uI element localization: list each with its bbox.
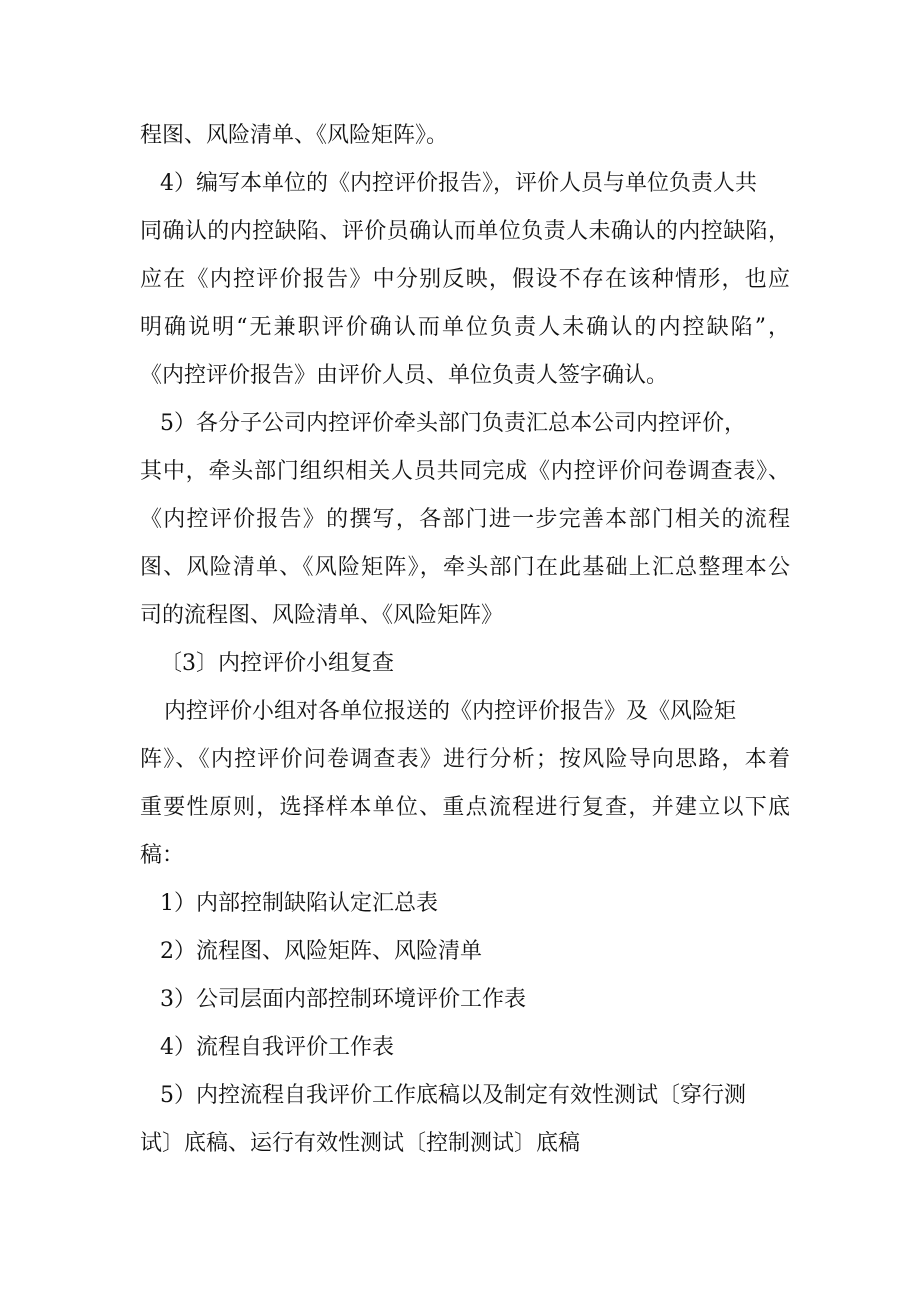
list-item-line: 2）流程图、风险矩阵、风险清单 bbox=[160, 939, 482, 964]
paragraph-line: 《内控评价报告》由评价人员、单位负责人签字确认。 bbox=[140, 363, 669, 388]
paragraph-line: 应在《内控评价报告》中分别反映，假设不存在该种情形，也应 bbox=[140, 267, 790, 292]
list-item-line: 4）编写本单位的《内控评价报告》，评价人员与单位负责人共 bbox=[160, 171, 757, 196]
paragraph-line: 阵》、《内控评价问卷调查表》进行分析；按风险导向思路，本着 bbox=[140, 747, 790, 772]
paragraph-line: 程图、风险清单、《风险矩阵》。 bbox=[140, 123, 449, 148]
list-item-line: 1）内部控制缺陷认定汇总表 bbox=[160, 891, 438, 916]
list-item-line: 4）流程自我评价工作表 bbox=[160, 1035, 394, 1060]
paragraph-line: 重要性原则，选择样本单位、重点流程进行复查，并建立以下底 bbox=[140, 795, 790, 820]
paragraph-line: 内控评价小组对各单位报送的《内控评价报告》及《风险矩 bbox=[164, 699, 737, 724]
section-heading: 〔3〕内控评价小组复查 bbox=[160, 651, 394, 676]
list-item-line: 5）各分子公司内控评价牵头部门负责汇总本公司内控评价， bbox=[160, 411, 746, 436]
list-item-line: 5）内控流程自我评价工作底稿以及制定有效性测试〔穿行测 bbox=[160, 1083, 746, 1108]
list-item-line: 3）公司层面内部控制环境评价工作表 bbox=[160, 987, 526, 1012]
paragraph-line: 《内控评价报告》的撰写，各部门进一步完善本部门相关的流程 bbox=[140, 507, 790, 532]
paragraph-line: 同确认的内控缺陷、评价员确认而单位负责人未确认的内控缺陷， bbox=[140, 219, 790, 244]
paragraph-line: 其中，牵头部门组织相关人员共同完成《内控评价问卷调查表》、 bbox=[140, 459, 790, 484]
paragraph-line: 司的流程图、风险清单、《风险矩阵》 bbox=[140, 603, 504, 628]
paragraph-line: 试〕底稿、运行有效性测试〔控制测试〕底稿 bbox=[140, 1131, 581, 1156]
paragraph-line: 图、风险清单、《风险矩阵》，牵头部门在此基础上汇总整理本公 bbox=[140, 555, 790, 580]
paragraph-line: 明确说明“无兼职评价确认而单位负责人未确认的内控缺陷”， bbox=[140, 315, 790, 340]
paragraph-line: 稿： bbox=[140, 843, 185, 868]
